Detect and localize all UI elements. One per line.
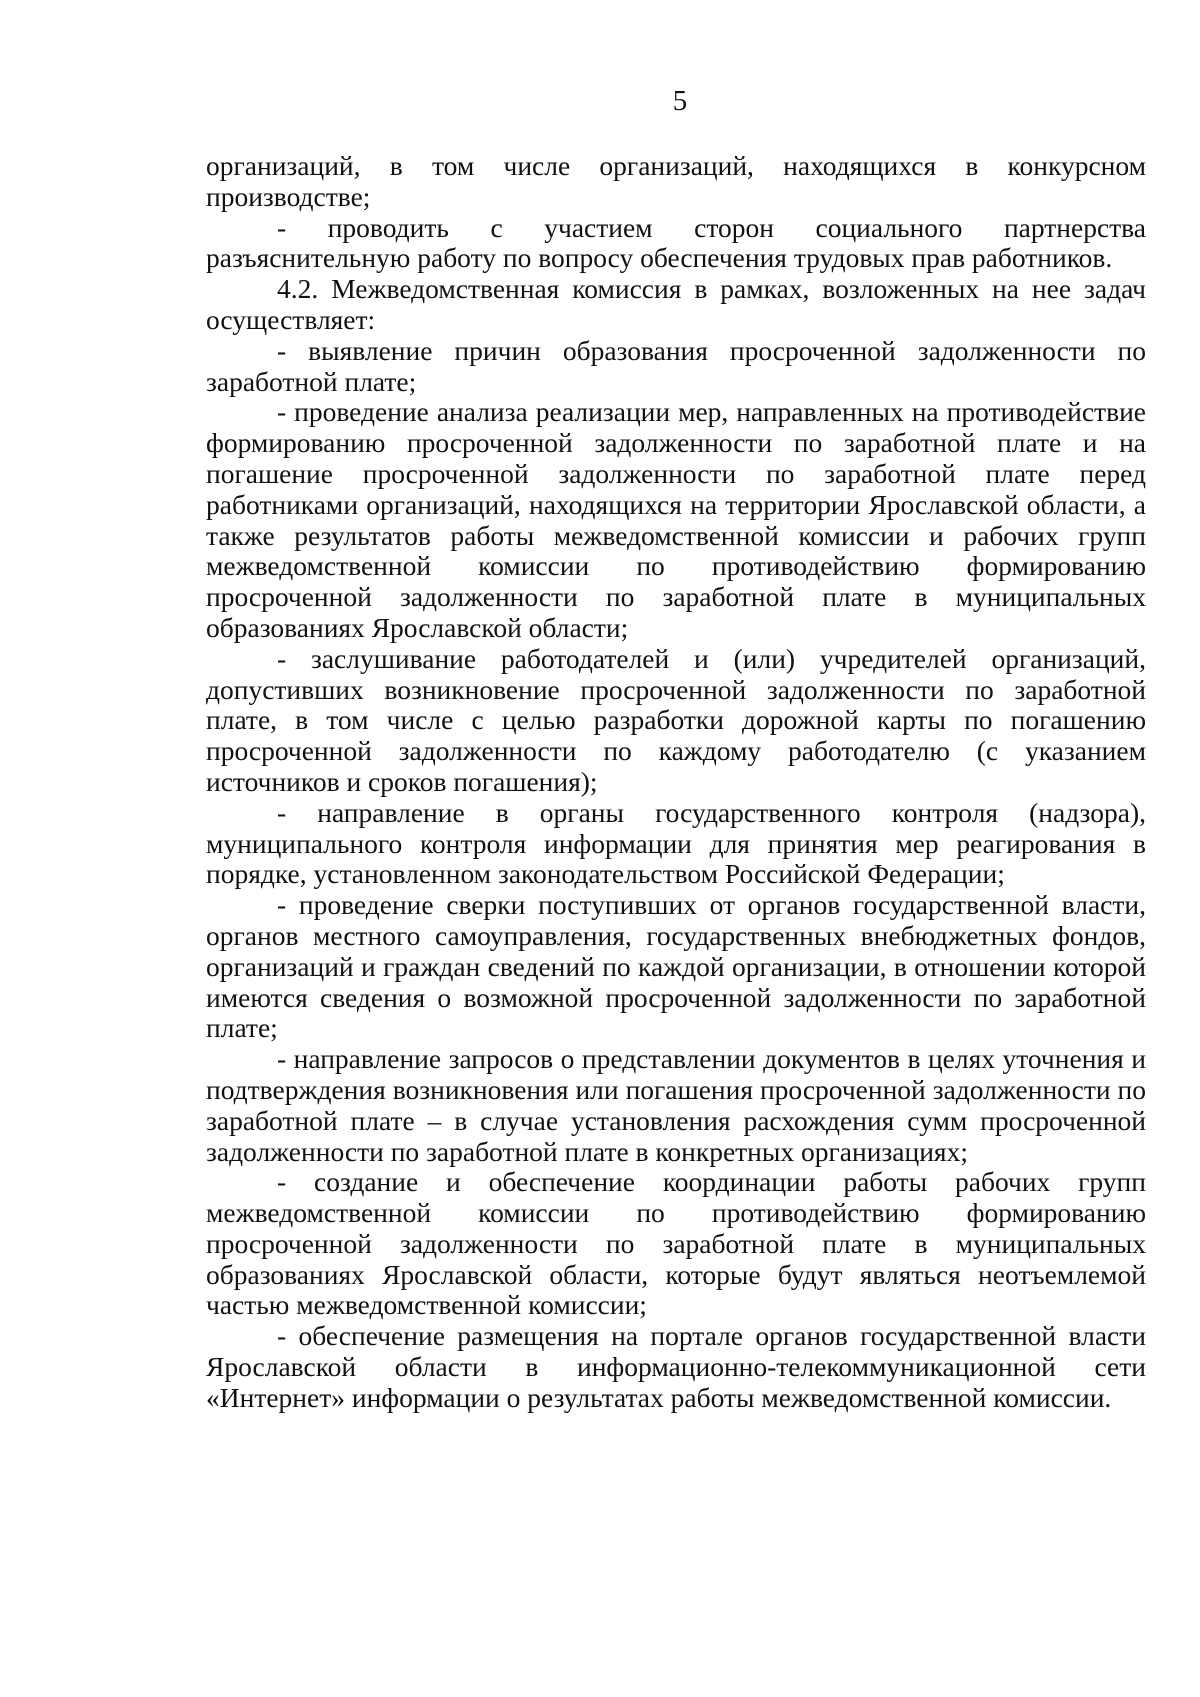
paragraph-control-bodies: - направление в органы государственного контроля (надзора), муниципального контроля информации для принятия мер реагирования в порядке, установленном законодательством Российской Федерации; xyxy=(206,796,1146,890)
document-body xyxy=(206,151,1146,1414)
paragraph-portal-publication: - обеспечение размещения на портале органов государственной власти Ярославской области в информационно-телекоммуникационной сети «Интернет» информации о результатах работы межведомственной комиссии. xyxy=(206,1320,1146,1413)
paragraph-continuation: организаций, в том числе организаций, находящихся в конкурсном производстве; xyxy=(206,150,1146,212)
paragraph-section-4-2: 4.2. Межведомственная комиссия в рамках, возложенных на нее задач осуществляет: xyxy=(206,273,1146,335)
paragraph-hearing-employers: - заслушивание работодателей и (или) учредителей организаций, допустивших возникновение просроченной задолженности по заработной плате, в том числе с целью разработки дорожной карты по погашению просроченной задолженности по каждому работодателю (с указанием источников и сроков погашения); xyxy=(206,642,1146,797)
page-number: 5 xyxy=(672,85,688,117)
paragraph-working-groups: - создание и обеспечение координации работы рабочих групп межведомственной комиссии по противодействию формированию просроченной задолженности по заработной плате в муниципальных образованиях Ярославской области, которые будут являться неотъемлемой частью межведомственной комиссии; xyxy=(206,1166,1146,1321)
paragraph-reconciliation: - проведение сверки поступивших от органов государственной власти, органов местного самоуправления, государственных внебюджетных фондов, организаций и граждан сведений по каждой организации, в отношении которой имеются сведения о возможной просроченной задолженности по заработной плате; xyxy=(206,889,1146,1044)
paragraph-causes: - выявление причин образования просроченной задолженности по заработной плате; xyxy=(206,334,1146,397)
paragraph-document-requests: - направление запросов о представлении документов в целях уточнения и подтверждения возникновения или погашения просроченной задолженности по заработной плате – в случае установления расхождения сумм просроченной задолженности по заработной плате в конкретных организациях; xyxy=(206,1043,1146,1167)
paragraph-social-partnership: - проводить с участием сторон социального партнерства разъяснительную работу по вопросу обеспечения трудовых прав работников. xyxy=(206,211,1146,274)
paragraph-analysis: - проведение анализа реализации мер, направленных на противодействие формированию просроченной задолженности по заработной плате и на погашение просроченной задолженности по заработной плате перед работниками организаций, находящихся на территории Ярославской области, а также результатов работы межведомственной комиссии и рабочих групп межведомственной комиссии по противодействию формированию просроченной задолженности по заработной плате в муниципальных образованиях Ярославской области; xyxy=(206,396,1146,643)
